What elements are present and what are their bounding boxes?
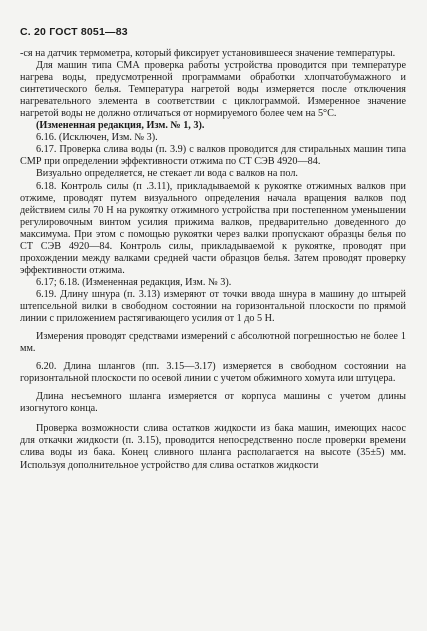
paragraph-continuation: -ся на датчик термометра, который фиксирует установившееся значение температуры.	[20, 48, 396, 59]
amendment-note	[20, 120, 406, 132]
document-page	[20, 26, 406, 472]
clause-6-20: 6.20. Длина шлангов (пп. 3.15—3.17) измеряется в свободном состоянии на горизонтальной плоскости по осевой линии с учетом обжимного хомута или штуцера.	[20, 361, 406, 385]
amendment-note-text: (Измененная редакция, Изм. № 1, 3).	[36, 120, 205, 132]
paragraph-visual-check: Визуально определяется, не стекает ли вода с валков на пол.	[36, 168, 298, 180]
paragraph-measurement-accuracy: Измерения проводят средствами измерений с абсолютной погрешностью не более 1 мм.	[20, 331, 406, 355]
clause-6-18: 6.18. Контроль силы (п .3.11), прикладываемой к рукоятке отжимных валков при отжиме, проводят путем визуального определения начала вращения валков под действием силы 70 Н на рукоятку отжимного устройства при постепенном уменьшении регулировочным винтом усилия прижима валков, предварительно доведенного до максимума. При этом с помощью рукоятки через валки пропускают образцы белья по СТ СЭВ 4920—84. Контроль силы, прикладываемой к рукоятке, проводят при прохождении между валками средней части образцов белья. Затем проводят проверку эффективности отжима.	[20, 180, 406, 276]
clause-6-16-text: 6.16. (Исключен, Изм. № 3).	[36, 132, 158, 144]
page-header: С. 20 ГОСТ 8051—83	[20, 26, 128, 38]
amendment-note-6-17-6-18: 6.17; 6.18. (Измененная редакция, Изм. № 3).	[36, 276, 232, 288]
paragraph-drain-check: Проверка возможности слива остатков жидкости из бака машин, имеющих насос для откачки жидкости (п. 3.15), проводится непосредственно после проверки времени слива воды из бака. Конец сливного шланга располагается на высоте (35±5) мм. Используя дополнительное устройство для слива остатков жидкости	[20, 423, 406, 471]
clause-6-19: 6.19. Длину шнура (п. 3.13) измеряют от точки ввода шнура в машину до штырей штепсельной вилки в свободном состоянии на горизонтальной плоскости по прямой линии с приложением растягивающего усилия от 1 до 5 Н.	[20, 288, 406, 325]
clause-6-17: 6.17. Проверка слива воды (п. 3.9) с валков проводится для стиральных машин типа СМР при определении эффективности отжима по СТ СЭВ 4920—84.	[20, 144, 406, 168]
paragraph-sma-check: Для машин типа СМА проверка работы устройства проводится при температуре нагрева воды, предусмотренной программами обработки хлопчатобумажного и синтетического белья. Температура нагретой воды измеряется после отключения нагревательного элемента в соответствии с циклограммой. Измеренное значение нагретой воды не должно отличаться от нормируемого более чем на 5°C.	[20, 60, 406, 120]
clause-6-16	[20, 132, 406, 144]
paragraph-fixed-hose: Длина несъемного шланга измеряется от корпуса машины с учетом длины изогнутого конца.	[20, 391, 406, 415]
